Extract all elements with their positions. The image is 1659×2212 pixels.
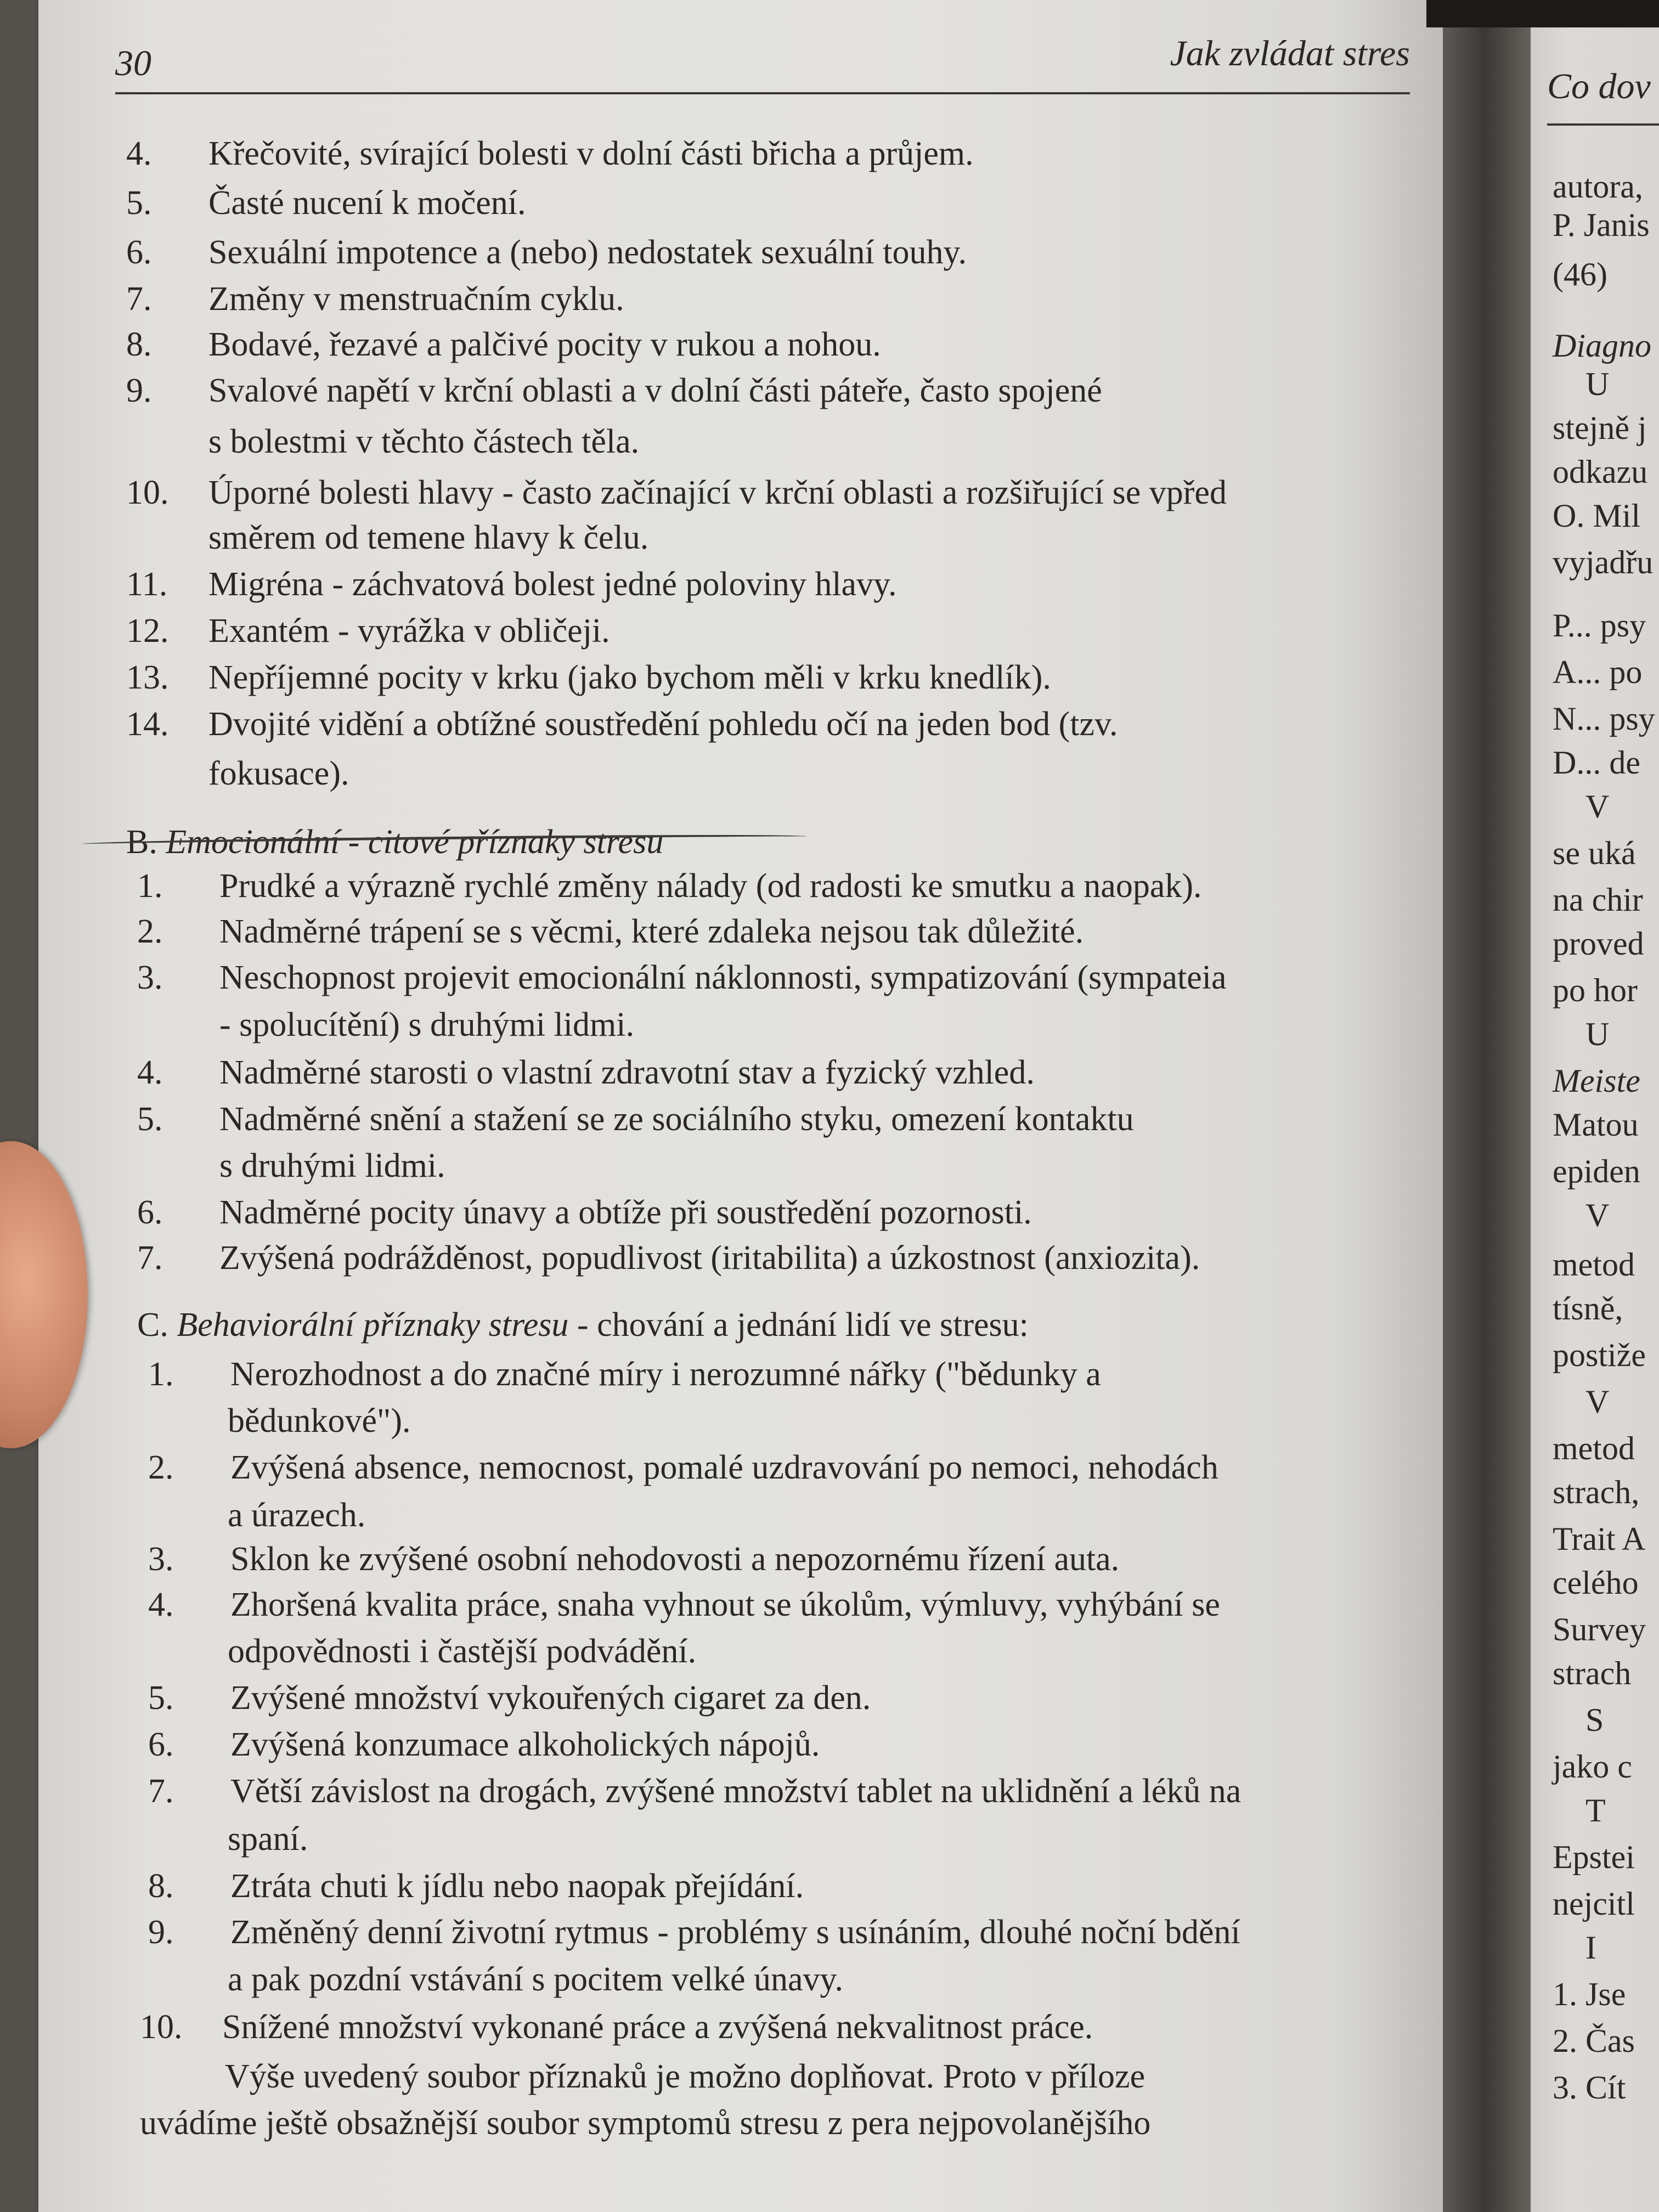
right-page-line: 1. Jse bbox=[1553, 1976, 1626, 2012]
right-page-line: metod bbox=[1553, 1246, 1635, 1283]
right-page-line: po hor bbox=[1553, 972, 1638, 1008]
list-item-continuation: fokusace). bbox=[208, 755, 349, 792]
right-page-line: U bbox=[1585, 1016, 1610, 1052]
right-page-line: P... psy bbox=[1553, 607, 1646, 644]
list-item-continuation: bědunkové"). bbox=[228, 1402, 411, 1440]
right-page-line: tísně, bbox=[1553, 1290, 1623, 1327]
section-b-title: Emocionální - citové příznaky stresu bbox=[166, 823, 664, 861]
page-header bbox=[115, 33, 1410, 99]
right-page-line: nejcitl bbox=[1553, 1886, 1635, 1922]
header-rule bbox=[115, 92, 1410, 94]
right-page-line: strach, bbox=[1553, 1474, 1640, 1510]
right-page-line: T bbox=[1585, 1792, 1606, 1829]
right-page-line: N... psy bbox=[1553, 701, 1655, 737]
right-page-line: I bbox=[1585, 1929, 1596, 1966]
right-page-line: Matou bbox=[1553, 1107, 1639, 1143]
right-page-line: proved bbox=[1553, 926, 1644, 962]
right-page-line: autora, bbox=[1553, 168, 1643, 205]
book-gutter bbox=[1443, 0, 1536, 2212]
section-b-heading: B. Emocionální - citové příznaky stresu bbox=[126, 823, 664, 861]
right-page-line: V bbox=[1585, 788, 1610, 825]
list-item-continuation: s druhými lidmi. bbox=[219, 1147, 445, 1184]
right-page-line: 3. Cít bbox=[1553, 2069, 1626, 2106]
right-page-line: Epstei bbox=[1553, 1839, 1635, 1875]
right-page-line: jako c bbox=[1553, 1748, 1632, 1785]
list-item-continuation: odpovědnosti i častější podvádění. bbox=[228, 1633, 697, 1670]
right-page-line: O. Mil bbox=[1553, 498, 1641, 534]
section-c-heading: C. Behaviorální příznaky stresu - chování a jednání lidí ve stresu: bbox=[137, 1306, 1029, 1344]
right-page-line: V bbox=[1585, 1197, 1610, 1233]
right-page-line: Meiste bbox=[1553, 1063, 1640, 1099]
page-number: 30 bbox=[115, 43, 151, 83]
right-page-line: Diagno bbox=[1553, 328, 1651, 364]
right-page-line: epiden bbox=[1553, 1153, 1640, 1189]
list-item-continuation: - spolucítění) s druhými lidmi. bbox=[219, 1006, 634, 1043]
closing-paragraph-line: uvádíme ještě obsažnější soubor symptomů stresu z pera nejpovolanějšího bbox=[140, 2104, 1151, 2142]
right-page-line: S bbox=[1585, 1702, 1604, 1738]
right-page-line: V bbox=[1585, 1384, 1610, 1420]
right-page-line: A... po bbox=[1553, 654, 1643, 690]
right-page-line: na chir bbox=[1553, 882, 1643, 918]
background-edge bbox=[1426, 0, 1659, 27]
right-page-line: (46) bbox=[1553, 256, 1607, 292]
right-page-line: metod bbox=[1553, 1430, 1635, 1466]
right-page-line: D... de bbox=[1553, 744, 1640, 781]
list-item-continuation: spaní. bbox=[228, 1820, 308, 1858]
closing-paragraph-line: Výše uvedený soubor příznaků je možno doplňovat. Proto v příloze bbox=[225, 2058, 1146, 2095]
right-page-line: U bbox=[1585, 366, 1610, 402]
right-page-line: celého bbox=[1553, 1565, 1639, 1601]
list-item-continuation: a pak pozdní vstávání s pocitem velké únavy. bbox=[228, 1961, 843, 1998]
right-page-line: postiže bbox=[1553, 1337, 1646, 1373]
list-item-continuation: směrem od temene hlavy k čelu. bbox=[208, 519, 649, 556]
right-page-title: Co dov bbox=[1547, 66, 1651, 106]
right-page-line: P. Janis bbox=[1553, 207, 1650, 243]
section-c-subtitle: - chování a jednání lidí ve stresu: bbox=[568, 1306, 1029, 1344]
right-page-line: Trait A bbox=[1553, 1521, 1646, 1557]
list-item-continuation: a úrazech. bbox=[228, 1497, 366, 1534]
right-page-line: stejně j bbox=[1553, 410, 1647, 446]
right-page-line: strach bbox=[1553, 1655, 1632, 1691]
right-page-rule bbox=[1547, 123, 1659, 126]
list-item-continuation: s bolestmi v těchto částech těla. bbox=[208, 423, 640, 460]
right-page-line: vyjadřu bbox=[1553, 544, 1654, 580]
right-page-line: Survey bbox=[1553, 1611, 1646, 1647]
section-c-title: Behaviorální příznaky stresu bbox=[177, 1306, 569, 1344]
right-page-line: odkazu bbox=[1553, 454, 1648, 490]
running-title: Jak zvládat stres bbox=[1170, 33, 1410, 74]
right-page-line: se uká bbox=[1553, 835, 1636, 871]
right-page-line: 2. Čas bbox=[1553, 2023, 1635, 2059]
